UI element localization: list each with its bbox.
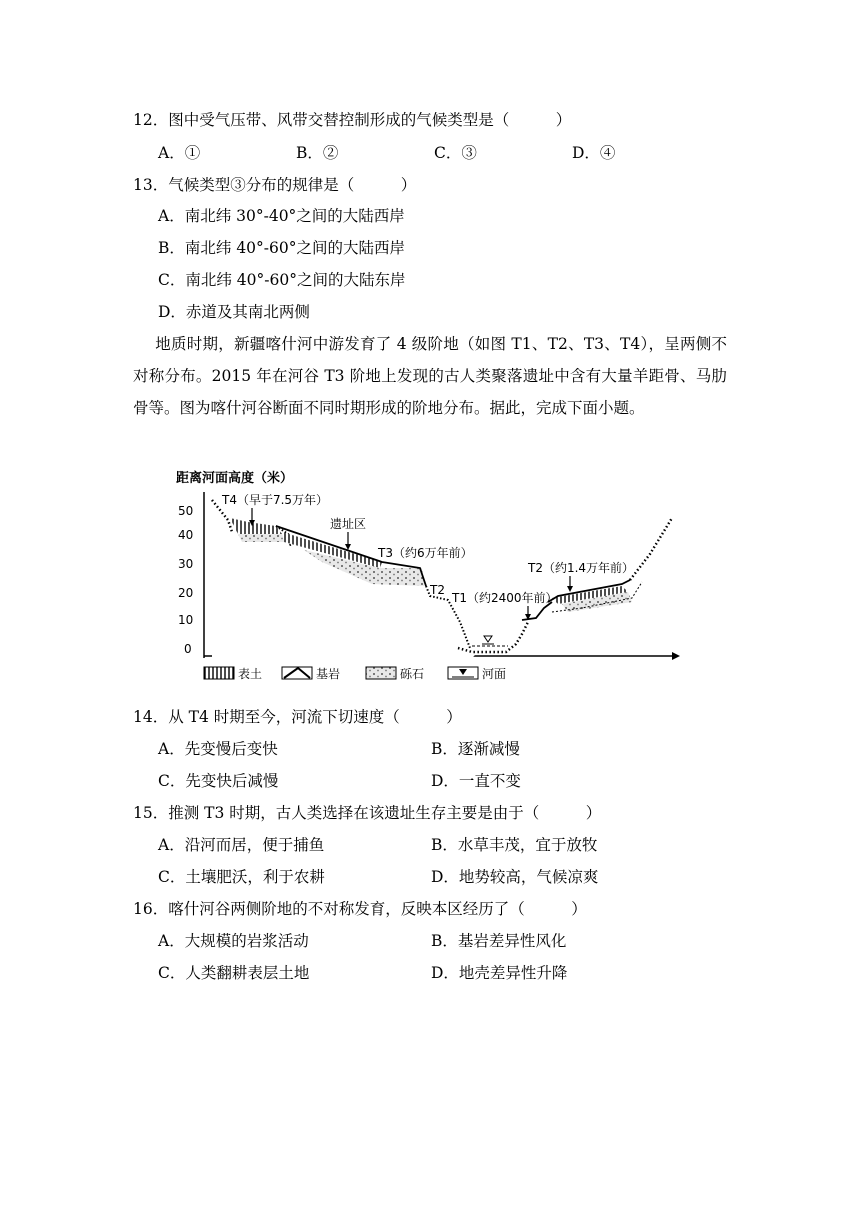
question-13-option-b: B．南北纬 40°-60°之间的大陆西岸	[158, 239, 406, 257]
question-15-option-b: B．水草丰茂，宜于放牧	[431, 836, 598, 854]
question-16-option-b: B．基岩差异性风化	[431, 932, 567, 950]
y-tick-label: 10	[178, 613, 194, 627]
question-13-option-d: D．赤道及其南北两侧	[158, 303, 310, 321]
water-level-icon	[484, 636, 492, 642]
legend-river-label: 河面	[482, 667, 507, 681]
legend-bedrock-label: 基岩	[316, 667, 341, 681]
legend-gravel-label: 砾石	[400, 667, 425, 681]
t4-soil	[230, 518, 282, 534]
question-14-option-d: D．一直不变	[431, 772, 521, 790]
question-16-stem: 16．喀什河谷两侧阶地的不对称发育，反映本区经历了（ ）	[133, 900, 587, 918]
y-tick-label: 30	[178, 557, 194, 571]
bedrock-right-edge	[630, 518, 672, 580]
question-13-option-c: C．南北纬 40°-60°之间的大陆东岸	[158, 271, 406, 289]
question-16-option-d: D．地壳差异性升降	[431, 964, 568, 982]
arrow-t2-right-head	[567, 586, 573, 592]
passage-text: 地质时期，新疆喀什河中游发育了 4 级阶地（如图 T1、T2、T3、T4），呈两侧不对称分布。2015 年在河谷 T3 阶地上发现的古人类聚落遗址中含有大量羊距骨、马肋骨等。图为喀什河谷断面不同时期形成的阶地分布。据此，完成下面小题。	[133, 335, 727, 417]
question-16-option-c: C．人类翻耕表层土地	[158, 964, 310, 982]
y-tick-label: 20	[178, 586, 194, 600]
question-13-stem: 13．气候类型③分布的规律是（ ）	[133, 176, 417, 194]
label-t3: T3（约6万年前）	[378, 546, 473, 560]
question-15-stem: 15．推测 T3 时期，古人类选择在该遗址生存主要是由于（ ）	[133, 804, 602, 822]
question-14-option-c: C．先变快后减慢	[158, 772, 279, 790]
legend-soil-label: 表土	[238, 667, 263, 681]
legend	[204, 666, 506, 681]
question-16-option-a: A．大规模的岩浆活动	[158, 932, 309, 950]
question-14-stem: 14．从 T4 时期至今，河流下切速度（ ）	[133, 708, 462, 726]
y-tick-label: 50	[178, 504, 194, 518]
question-15-option-a: A．沿河而居，便于捕鱼	[158, 836, 325, 854]
label-t1: T1（约2400年前）	[452, 591, 558, 605]
y-tick-label: 40	[178, 528, 194, 542]
t4-gravel	[238, 534, 286, 542]
question-15-option-c: C．土壤肥沃，利于农耕	[158, 868, 325, 886]
river-bed	[458, 622, 528, 652]
question-12-option-d: D．④	[572, 144, 616, 162]
label-t4: T4（早于7.5万年）	[222, 493, 329, 507]
question-15-option-d: D．地势较高，气候凉爽	[431, 868, 599, 886]
label-t2-right: T2（约1.4万年前）	[528, 561, 635, 575]
valley-cross-section-figure	[172, 462, 692, 688]
question-12-option-c: C．③	[434, 144, 477, 162]
question-14-option-b: B．逐渐减慢	[431, 740, 520, 758]
x-axis-arrow	[672, 652, 680, 660]
y-tick-label: 0	[184, 642, 192, 656]
legend-soil-swatch	[204, 667, 234, 679]
label-site: 遗址区	[330, 517, 367, 531]
y-axis-title: 距离河面高度（米）	[176, 471, 294, 486]
question-14-option-a: A．先变慢后变快	[158, 740, 278, 758]
question-12-option-a: A．①	[158, 144, 201, 162]
legend-gravel-swatch	[366, 667, 396, 679]
question-12-option-b: B．②	[296, 144, 339, 162]
question-13-option-a: A．南北纬 30°-40°之间的大陆西岸	[158, 207, 405, 225]
label-t2-left: T2	[430, 583, 445, 597]
question-12-stem: 12．图中受气压带、风带交替控制形成的气候类型是（ ）	[133, 111, 572, 129]
reading-passage	[133, 328, 727, 424]
